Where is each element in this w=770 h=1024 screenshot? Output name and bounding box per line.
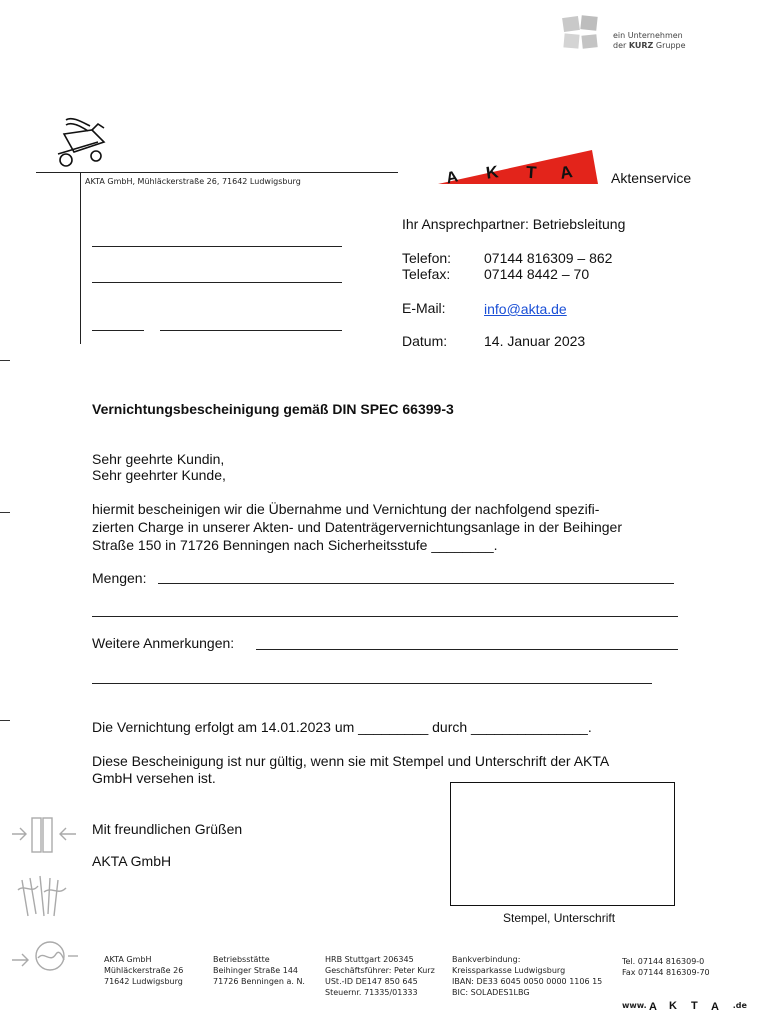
logo-service-label: Aktenservice [611, 170, 692, 186]
stamp-caption: Stempel, Unterschrift [503, 911, 616, 925]
paragraph-1-line-3: Straße 150 in 71726 Benningen nach Sicherheitsstufe ________. [92, 537, 498, 553]
contact-heading: Ihr Ansprechpartner: Betriebsleitung [402, 216, 626, 232]
footer-col-3 [325, 954, 435, 998]
letter-subject: Vernichtungsbescheinigung gemäß DIN SPEC 66399-3 [92, 401, 454, 417]
footer-web-suffix: .de [732, 1000, 747, 1010]
document-shred-icon [10, 814, 78, 856]
phone-value: 07144 816309 – 862 [484, 250, 613, 266]
footer-website[interactable] [622, 996, 747, 1014]
footer-register: HRB Stuttgart 206345 [325, 955, 414, 964]
footer-bank-label: Bankverbindung: [452, 955, 521, 964]
svg-text:T: T [690, 1000, 698, 1012]
group-note [613, 31, 686, 51]
footer-web-prefix: www. [622, 1000, 647, 1010]
amounts-label: Mengen: [92, 570, 147, 586]
kurz-brand: KURZ [628, 41, 654, 50]
footer-site-label: Betriebsstätte [213, 955, 270, 964]
address-city-blank[interactable] [160, 330, 342, 331]
recycle-wave-icon [10, 938, 80, 974]
address-window-top-line [36, 172, 398, 173]
footer-site-street: Beihinger Straße 144 [213, 966, 299, 975]
email-label: E-Mail: [402, 300, 446, 316]
footer-col-5 [622, 956, 710, 978]
address-window-left-line [80, 172, 81, 344]
fold-mark-bottom [0, 720, 10, 721]
group-note-line1: ein Unternehmen [613, 31, 683, 40]
footer-bic: BIC: SOLADES1LBG [452, 988, 530, 997]
greeting-2: Sehr geehrter Kunde, [92, 467, 226, 483]
logo-letter-k: K [484, 162, 500, 183]
footer-bank-name: Kreissparkasse Ludwigsburg [452, 966, 566, 975]
group-note-line2: der KURZ Gruppe [613, 41, 686, 50]
footer-ceo: Geschäftsführer: Peter Kurz [325, 966, 435, 975]
email-link[interactable]: info@akta.de [484, 301, 567, 317]
paragraph-1-line-1: hiermit bescheinigen wir die Übernahme und Vernichtung der nachfolgend spezifi- [92, 501, 600, 517]
amounts-blank-line-1[interactable] [158, 583, 674, 584]
footer-akta-mini-logo [647, 997, 733, 1013]
kurz-group-logo [561, 14, 601, 52]
footer-city: 71642 Ludwigsburg [104, 977, 183, 986]
fax-label: Telefax: [402, 266, 451, 282]
footer-company: AKTA GmbH [104, 955, 152, 964]
date-value: 14. Januar 2023 [484, 333, 586, 349]
notes-label: Weitere Anmerkungen: [92, 635, 235, 651]
fold-mark-middle [0, 512, 10, 513]
closing: Mit freundlichen Grüßen [92, 821, 243, 837]
validity-line-2: GmbH versehen ist. [92, 770, 216, 786]
paragraph-1-line-2: zierten Charge in unserer Akten- und Datenträgervernichtungsanlage in der Beihinger [92, 519, 622, 535]
notes-blank-line-1[interactable] [256, 649, 678, 650]
fold-mark-top [0, 360, 10, 361]
footer-col-1 [104, 954, 183, 987]
greeting-1: Sehr geehrte Kundin, [92, 451, 225, 467]
shredded-strips-icon [14, 870, 70, 926]
footer-iban: IBAN: DE33 6045 0050 0000 1106 15 [452, 977, 603, 986]
phone-label: Telefon: [402, 250, 452, 266]
logo-letter-t: T [525, 162, 538, 183]
notes-blank-line-2[interactable] [92, 683, 652, 684]
validity-line-1: Diese Bescheinigung ist nur gültig, wenn sie mit Stempel und Unterschrift der AKTA [92, 753, 610, 769]
footer-tax-number: Steuernr. 71335/01333 [325, 988, 418, 997]
footer-vat-id: USt.-ID DE147 850 645 [325, 977, 418, 986]
address-blank-line-1[interactable] [92, 246, 342, 247]
footer-street: Mühläckerstraße 26 [104, 966, 184, 975]
amounts-blank-line-2[interactable] [92, 616, 678, 617]
footer-site-city: 71726 Benningen a. N. [213, 977, 305, 986]
svg-text:A: A [648, 1001, 657, 1013]
destruction-line: Die Vernichtung erfolgt am 14.01.2023 um _________ durch _______________. [92, 719, 592, 735]
address-blank-line-2[interactable] [92, 282, 342, 283]
logo-letter-a1: A [444, 168, 460, 188]
logo-letter-a2: A [558, 162, 574, 183]
address-zip-blank[interactable] [92, 330, 144, 331]
date-label: Datum: [402, 333, 448, 349]
sender-line: AKTA GmbH, Mühläckerstraße 26, 71642 Ludwigsburg [85, 177, 301, 186]
footer-phone: Tel. 07144 816309-0 [622, 957, 705, 966]
company-signoff: AKTA GmbH [92, 853, 172, 869]
footer-col-2 [213, 954, 305, 987]
paper-cart-icon [52, 112, 110, 170]
akta-logo [432, 146, 600, 190]
footer-fax: Fax 07144 816309-70 [622, 968, 710, 977]
svg-text:A: A [710, 1001, 719, 1013]
svg-text:K: K [668, 1000, 677, 1012]
fax-value: 07144 8442 – 70 [484, 266, 590, 282]
stamp-signature-box[interactable] [450, 782, 675, 906]
footer-col-4 [452, 954, 602, 998]
